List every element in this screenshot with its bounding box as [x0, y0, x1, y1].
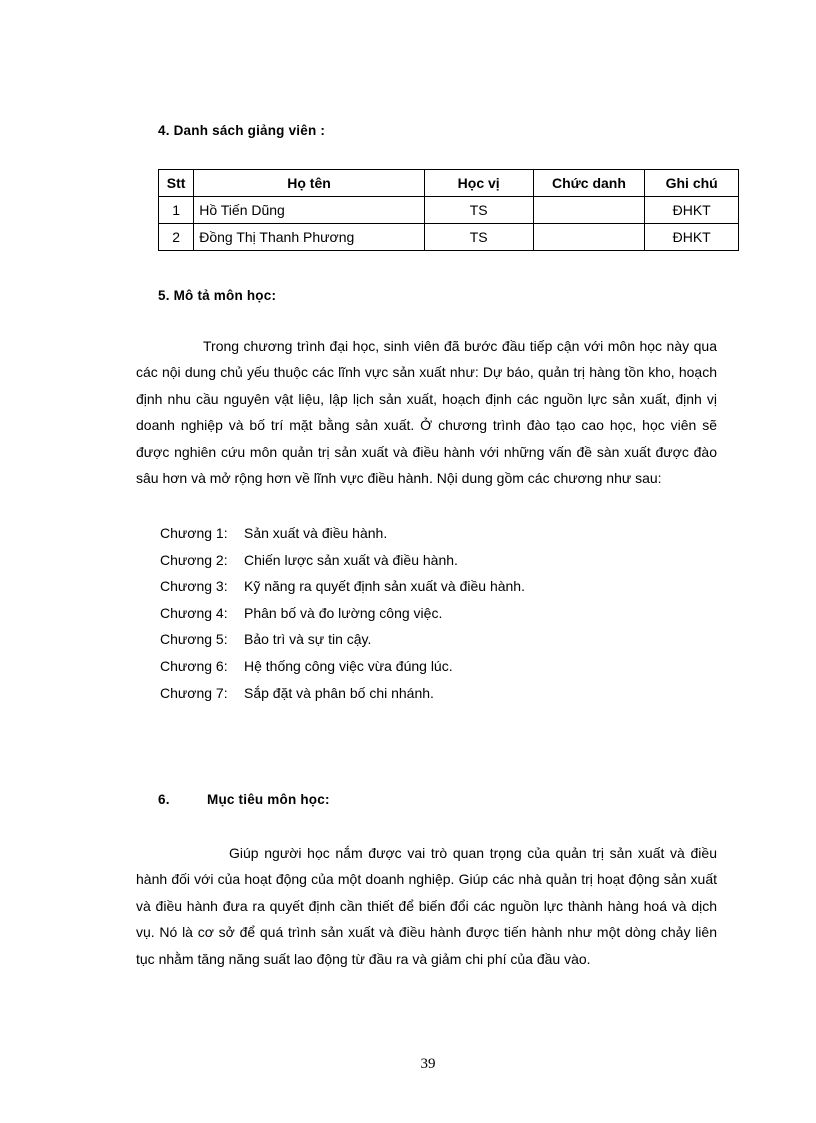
chapter-title: Phân bố và đo lường công việc. — [244, 604, 443, 621]
cell-ghi-chu: ĐHKT — [645, 197, 739, 224]
header-name: Họ tên — [194, 170, 425, 197]
chapter-title: Hệ thống công việc vừa đúng lúc. — [244, 657, 453, 674]
chapter-label: Chương 3: — [160, 578, 228, 595]
chapter-list — [160, 520, 525, 706]
chapter-label: Chương 5: — [160, 631, 228, 648]
table-row — [159, 197, 739, 224]
list-item — [160, 680, 525, 707]
list-item — [160, 573, 525, 600]
chapter-label: Chương 6: — [160, 657, 228, 674]
section-5-heading: 5. Mô tả môn học: — [158, 288, 277, 303]
section-6-paragraph: Giúp người học nắm được vai trò quan trọng của quản trị sản xuất và điều hành đối với của hoạt động của một doanh nghiệp. Giúp các nhà quản trị hoạt động sản xuất và điều hành đưa ra quyết định cần thiết để biến đổi các nguồn lực thành hàng hoá và dịch vụ. Nó là cơ sở để quá trình sản xuất và điều hành được tiến hành như một dòng chảy liên tục nhằm tăng năng suất lao động từ đầu ra và giảm chi phí của đầu vào. — [136, 845, 717, 967]
list-item — [160, 547, 525, 574]
cell-hoc-vi: TS — [424, 224, 533, 251]
header-ghi-chu: Ghi chú — [645, 170, 739, 197]
table-row — [159, 224, 739, 251]
list-item — [160, 520, 525, 547]
chapter-title: Kỹ năng ra quyết định sản xuất và điều hành. — [244, 578, 525, 595]
cell-chuc-danh — [533, 197, 645, 224]
lecturer-table — [158, 169, 739, 251]
list-item — [160, 653, 525, 680]
chapter-label: Chương 7: — [160, 684, 228, 701]
header-stt: Stt — [159, 170, 194, 197]
cell-ghi-chu: ĐHKT — [645, 224, 739, 251]
cell-stt: 1 — [159, 197, 194, 224]
section-6-heading — [158, 792, 330, 807]
list-item — [160, 600, 525, 627]
list-item — [160, 626, 525, 653]
cell-hoc-vi: TS — [424, 197, 533, 224]
section-4-heading: 4. Danh sách giảng viên : — [158, 123, 326, 138]
section-6-number: 6. — [158, 792, 170, 807]
chapter-label: Chương 2: — [160, 551, 228, 568]
cell-stt: 2 — [159, 224, 194, 251]
chapter-title: Chiến lược sản xuất và điều hành. — [244, 551, 458, 568]
cell-chuc-danh — [533, 224, 645, 251]
page-number: 39 — [420, 1056, 436, 1072]
cell-name: Đồng Thị Thanh Phương — [194, 224, 425, 251]
header-chuc-danh: Chức danh — [533, 170, 645, 197]
section-5-paragraph: Trong chương trình đại học, sinh viên đã bước đầu tiếp cận với môn học này qua các nội dung chủ yếu thuộc các lĩnh vực sản xuất như: Dự báo, quản trị hàng tồn kho, hoạch định nhu cầu nguyên vật liệu, lập lịch sản xuất, hoạch định các nguồn lực sản xuất, định vị doanh nghiệp và bố trí mặt bằng sản xuất. Ở chương trình đào tạo cao học, học viên sẽ được nghiên cứu môn quản trị sản xuất và điều hành với những vấn đề sàn xuất được đào sâu hơn và mở rộng hơn về lĩnh vực điều hành. Nội dung gồm các chương như sau: — [136, 338, 717, 487]
chapter-label: Chương 1: — [160, 525, 228, 541]
cell-name: Hồ Tiến Dũng — [194, 197, 425, 224]
header-hoc-vi: Học vị — [424, 170, 533, 197]
chapter-label: Chương 4: — [160, 604, 228, 621]
table-header-row — [159, 170, 739, 197]
chapter-title: Sản xuất và điều hành. — [244, 525, 388, 541]
chapter-title: Bảo trì và sự tin cậy. — [244, 631, 372, 648]
section-6-title: Mục tiêu môn học: — [207, 792, 330, 807]
chapter-title: Sắp đặt và phân bố chi nhánh. — [244, 684, 434, 701]
